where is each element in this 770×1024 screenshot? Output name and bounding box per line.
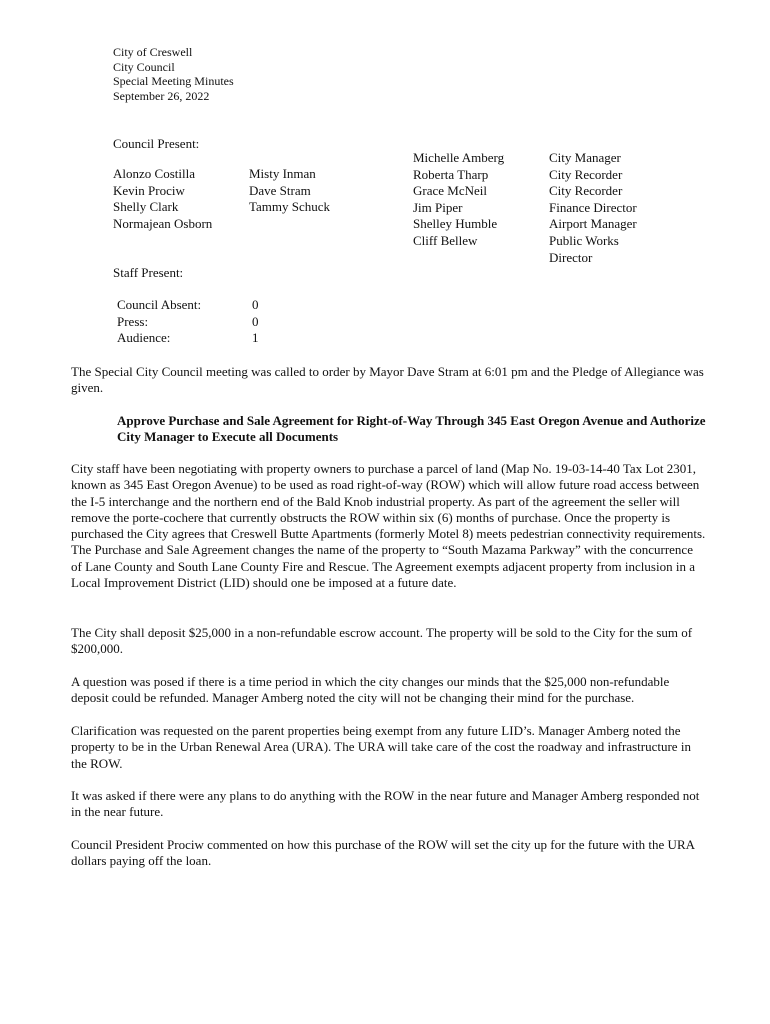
staff-title: Director bbox=[549, 249, 593, 265]
deposit-paragraph: The City shall deposit $25,000 in a non-refundable escrow account. The property will be sold to the City for the sum of $200,000. bbox=[71, 625, 693, 657]
staff-present-label: Staff Present: bbox=[113, 265, 184, 280]
lid-clarification-paragraph: Clarification was requested on the parent properties being exempt from any future LID’s. Manager Amberg noted the property to be in the Urban Renewal Area (URA). The URA will take care of the cost the roadway and infrastructure in the ROW. bbox=[71, 723, 691, 771]
count-value: 0 bbox=[252, 297, 259, 312]
header-body: City Council bbox=[113, 59, 175, 74]
count-row-press bbox=[117, 314, 317, 331]
council-members-column-1 bbox=[113, 166, 212, 232]
staff-title: City Recorder bbox=[549, 183, 623, 199]
council-member: Shelly Clark bbox=[113, 199, 179, 215]
header-date: September 26, 2022 bbox=[113, 88, 210, 103]
count-label: Press: bbox=[117, 313, 149, 329]
count-row-audience bbox=[117, 330, 317, 347]
count-value: 0 bbox=[252, 313, 259, 329]
row-plans-paragraph: It was asked if there were any plans to do anything with the ROW in the near future and Manager Amberg responded not in the near future. bbox=[71, 788, 700, 820]
staff-title: City Manager bbox=[549, 150, 621, 165]
council-member: Dave Stram bbox=[249, 182, 311, 198]
council-members-column-2 bbox=[249, 166, 330, 216]
count-label: Audience: bbox=[117, 330, 171, 346]
council-member: Tammy Schuck bbox=[249, 199, 331, 215]
council-member: Kevin Prociw bbox=[113, 182, 185, 198]
council-member: Alonzo Costilla bbox=[113, 166, 195, 181]
document-header bbox=[113, 45, 234, 103]
staff-name: Michelle Amberg bbox=[413, 150, 505, 165]
president-comment-paragraph: Council President Prociw commented on how this purchase of the ROW will set the city up for the future with the URA dollars paying off the loan. bbox=[71, 837, 695, 869]
count-value: 1 bbox=[252, 330, 259, 346]
staff-name: Shelley Humble bbox=[413, 216, 498, 232]
staff-title: Finance Director bbox=[549, 199, 637, 215]
staff-name: Jim Piper bbox=[413, 199, 463, 215]
staff-names-column bbox=[413, 150, 504, 250]
agenda-item-heading: Approve Purchase and Sale Agreement for Right-of-Way Through 345 East Oregon Avenue and Authorize City Manager to Execute all Documents bbox=[117, 413, 706, 445]
staff-title: Public Works bbox=[549, 232, 619, 248]
staff-title: Airport Manager bbox=[549, 216, 637, 232]
refund-question-paragraph: A question was posed if there is a time period in which the city changes our minds that the $25,000 non-refundable deposit could be refunded. Manager Amberg noted the city will not be changing their mind for the purchase. bbox=[71, 674, 670, 706]
council-member: Normajean Osborn bbox=[113, 215, 213, 231]
staff-title: City Recorder bbox=[549, 166, 623, 182]
background-paragraph: City staff have been negotiating with property owners to purchase a parcel of land (Map No. 19-03-14-40 Tax Lot 2301, known as 345 East Oregon Avenue) to be used as road right-of-way (ROW) which will allow future road access between the I-5 interchange and the northern end of the Bald Knob industrial property. As part of the agreement the seller will remove the porte-cochere that currently obstructs the ROW within six (6) months of purchase. Once the property is purchased the City agrees that Creswell Butte Apartments (formerly Motel 8) meets pedestrian connectivity requirements. The Purchase and Sale Agreement changes the name of the property to “South Mazama Parkway” with the concurrence of Lane County and South Lane County Fire and Rescue. The Agreement exempts adjacent property from inclusion in a Local Improvement District (LID) should one be imposed at a future date. bbox=[71, 461, 706, 591]
council-member: Misty Inman bbox=[249, 166, 316, 181]
staff-name: Cliff Bellew bbox=[413, 232, 478, 248]
count-row-council-absent bbox=[117, 297, 317, 314]
call-to-order-paragraph: The Special City Council meeting was called to order by Mayor Dave Stram at 6:01 pm and the Pledge of Allegiance was given. bbox=[71, 364, 704, 396]
header-meeting-type: Special Meeting Minutes bbox=[113, 74, 234, 88]
staff-name: Grace McNeil bbox=[413, 183, 487, 199]
attendance-counts bbox=[117, 297, 317, 347]
council-present-label: Council Present: bbox=[113, 136, 200, 151]
count-label: Council Absent: bbox=[117, 297, 202, 312]
staff-titles-column bbox=[549, 150, 637, 266]
header-city: City of Creswell bbox=[113, 45, 193, 59]
staff-name: Roberta Tharp bbox=[413, 166, 489, 182]
